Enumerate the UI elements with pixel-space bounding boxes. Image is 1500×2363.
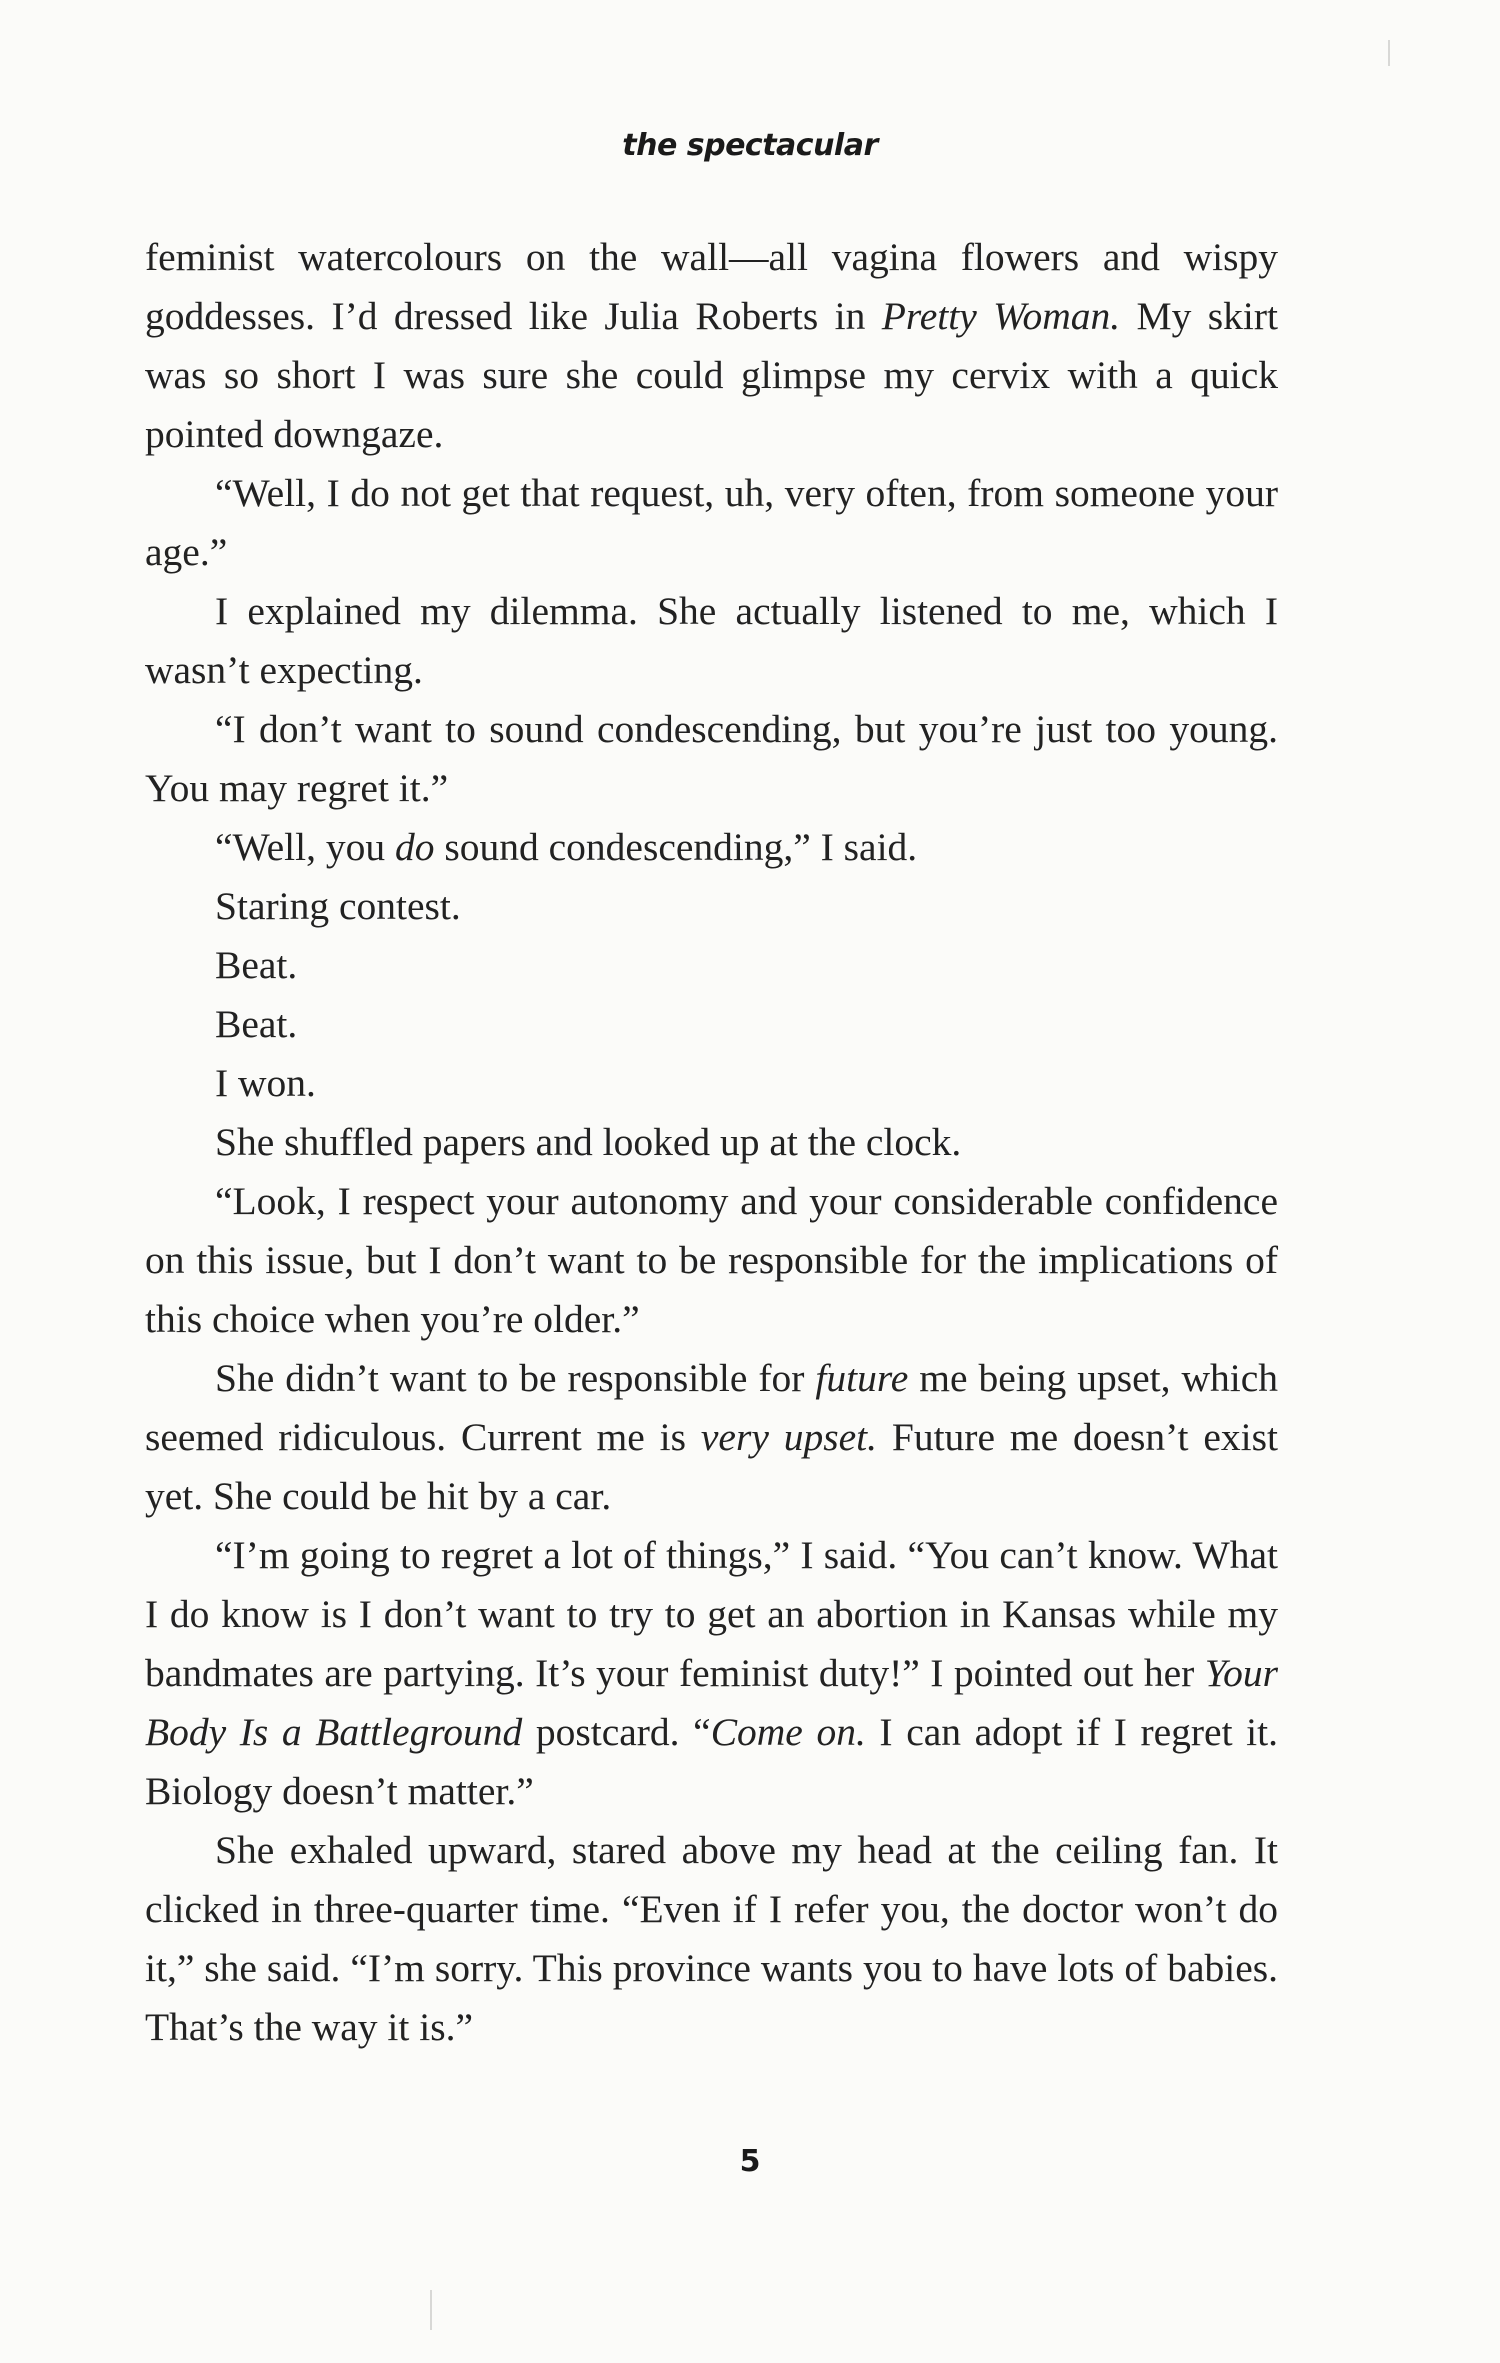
text-run: Beat. (215, 943, 298, 987)
text-run: I can adopt if I regret it. Biology doesn’t matter.” (145, 1710, 1278, 1813)
text-run: “Well, you (215, 825, 396, 869)
text-run: Staring contest. (215, 884, 461, 928)
paragraph (145, 700, 1278, 818)
text-run: She didn’t want to be responsible for (215, 1356, 816, 1400)
paragraph (145, 1526, 1278, 1821)
text-run: postcard. “ (522, 1710, 711, 1754)
scan-artifact (1388, 40, 1390, 66)
text-run: She shuffled papers and looked up at the clock. (215, 1120, 962, 1164)
paragraph (145, 582, 1278, 700)
text-run: Future me doesn’t exist yet. She could be hit by a car. (145, 1415, 1278, 1518)
paragraph (145, 877, 1278, 936)
text-run: “I’m going to regret a lot of things,” I said. “You can’t know. What I do know is I don’t want to try to get an abortion in Kansas while my bandmates are partying. It’s your feminist duty!” I pointed out her (145, 1533, 1278, 1695)
page-number: 5 (739, 2144, 761, 2179)
paragraph (145, 995, 1278, 1054)
text-run: I explained my dilemma. She actually listened to me, which I wasn’t expecting. (145, 589, 1278, 692)
paragraph (145, 1172, 1278, 1349)
paragraph (145, 936, 1278, 995)
paragraph (145, 1113, 1278, 1172)
text-run: Beat. (215, 1002, 298, 1046)
running-head: the spectacular (622, 128, 878, 163)
italic-text: Pretty Woman. (881, 294, 1121, 338)
body-text (145, 228, 1278, 2057)
text-run: I won. (215, 1061, 316, 1105)
italic-text: future (815, 1356, 909, 1400)
paragraph (145, 1821, 1278, 2057)
paragraph (145, 228, 1278, 464)
italic-text: very upset. (700, 1415, 877, 1459)
paragraph (145, 818, 1278, 877)
paragraph (145, 1349, 1278, 1526)
text-run: sound condescending,” I said. (434, 825, 918, 869)
text-run: feminist watercolours on the wall—all vagina flowers and wispy goddesses. I’d dressed like Julia Roberts in (145, 235, 1278, 338)
text-run: “Look, I respect your autonomy and your considerable confidence on this issue, but I don’t want to be responsible for the implications of this choice when you’re older.” (145, 1179, 1278, 1341)
paragraph (145, 1054, 1278, 1113)
text-run: My skirt was so short I was sure she could glimpse my cervix with a quick pointed downgaze. (145, 294, 1278, 456)
scan-artifact (430, 2290, 432, 2330)
paragraph (145, 464, 1278, 582)
text-run: She exhaled upward, stared above my head at the ceiling fan. It clicked in three-quarter time. “Even if I refer you, the doctor won’t do it,” she said. “I’m sorry. This province wants you to have lots of babies. That’s the way it is.” (145, 1828, 1278, 2049)
text-run: “Well, I do not get that request, uh, very often, from someone your age.” (145, 471, 1278, 574)
italic-text: do (395, 825, 435, 869)
italic-text: Your Body Is a Battleground (145, 1651, 1278, 1754)
text-run: “I don’t want to sound condescending, but you’re just too young. You may regret it.” (145, 707, 1278, 810)
text-run: me being upset, which seemed ridiculous. Current me is (145, 1356, 1278, 1459)
italic-text: Come on. (710, 1710, 866, 1754)
